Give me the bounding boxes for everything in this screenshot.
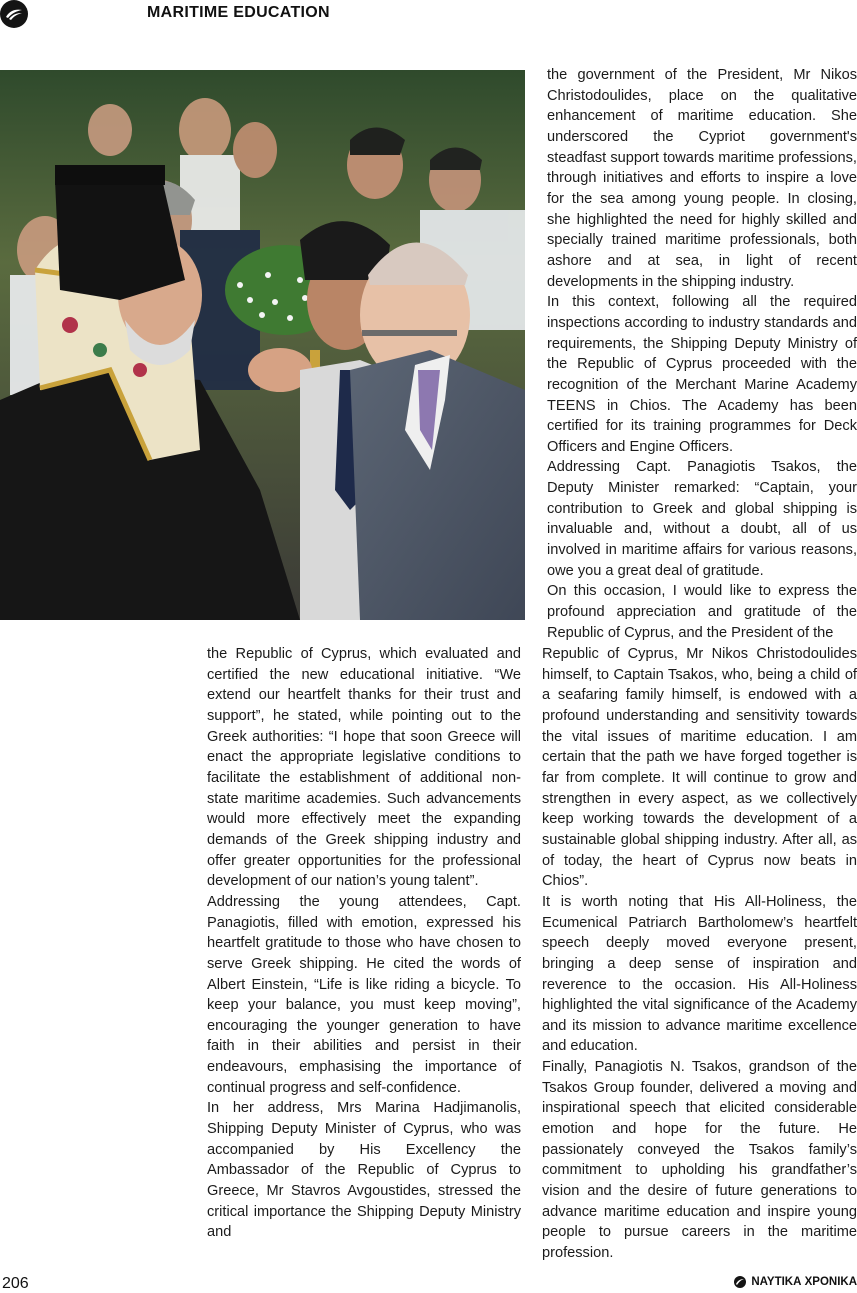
paragraph: It is worth noting that His All-Holiness, the Ecumenical Patriarch Bartholomew’s heartfelt speech deeply moved everyone present, bringing a deep sense of inspiration and reverence to the occasion. His All-Holiness highlighted the vital significance of the Academy and its mission to advance maritime excellence and education.	[542, 893, 857, 1055]
swoosh-logo-icon	[0, 0, 28, 28]
paragraph: Addressing the young attendees, Capt. Panagiotis, filled with emotion, expressed his heartfelt gratitude to those who have chosen to serve Greek shipping. He cited the words of Albert Einstein, “Life is like riding a bicycle. To keep your balance, you must keep moving”, encouraging the younger generation to have faith in their abilities and persist in their endeavours, emphasising the importance of continual progress and self-confidence.	[207, 893, 521, 1096]
paragraph: Addressing Capt. Panagiotis Tsakos, the Deputy Minister remarked: “Captain, your contribution to Greek and global shipping is invaluable and, without a doubt, all of us involved in maritime affairs for various reasons, owe you a great deal of gratitude.	[547, 459, 857, 579]
brand-name: ΝΑΥΤΙΚΑ ΧΡΟΝΙΚΑ	[751, 1276, 857, 1288]
paragraph: Republic of Cyprus, Mr Nikos Christodoulides himself, to Captain Tsakos, who, being a child of a seafaring family himself, is endowed with a profound understanding and sensitivity towards the vital issues of maritime education. I am certain that the path we have forged together is far from complete. It will continue to grow and strengthen in every aspect, as we collectively keep working towards the development of a sustainable global shipping industry. After all, as of today, the heart of Cyprus now beats in Chios”.	[542, 646, 857, 890]
page-number: 206	[2, 1275, 29, 1292]
ceremony-photo	[0, 70, 525, 620]
paragraph: In this context, following all the required inspections according to industry standards and requirements, the Shipping Deputy Ministry of the Republic of Cyprus proceeded with the recognition of the Merchant Marine Academy TEENS in Chios. The Academy has been certified for its training programmes for Deck Officers and Engine Officers.	[547, 294, 857, 455]
paragraph: the government of the President, Mr Nikos Christodoulides, place on the qualitative enhancement of maritime education. She underscored the Cypriot government's steadfast support towards maritime professions, through initiatives and efforts to inspire a love for the sea among young people. In closing, she highlighted the need for highly skilled and specially trained maritime professionals, both ashore and at sea, in light of recent developments in the shipping industry.	[547, 67, 857, 290]
brand-logo-icon	[734, 1276, 746, 1288]
paragraph: Finally, Panagiotis N. Tsakos, grandson of the Tsakos Group founder, delivered a moving and inspirational speech that elicited considerable emotion and hope for the future. He passionately conveyed the Tsakos family’s commitment to upholding his grandfather’s vision and the desire of future generations to advance maritime education and inspire young people to pursue careers in the maritime profession.	[542, 1059, 857, 1262]
article-column-right-bottom	[542, 644, 857, 1264]
paragraph: In her address, Mrs Marina Hadjimanolis, Shipping Deputy Minister of Cyprus, who was accompanied by His Excellency the Ambassador of the Republic of Cyprus to Greece, Mr Stavros Avgoustides, stressed the critical importance the Shipping Deputy Ministry and	[207, 1100, 521, 1241]
article-column-left	[207, 644, 521, 1243]
article-column-right-top	[547, 65, 857, 643]
section-title: MARITIME EDUCATION	[147, 4, 330, 21]
paragraph: the Republic of Cyprus, which evaluated and certified the new educational initiative. “We extend our heartfelt thanks for their trust and support”, he stated, while pointing out to the Greek authorities: “I hope that soon Greece will enact the appropriate legislative conditions to facilitate the establishment of additional non-state maritime academies. Such advancements would more effectively meet the expanding demands of the Greek shipping industry and offer greater opportunities for the professional development of our nation’s young talent”.	[207, 646, 521, 890]
paragraph: On this occasion, I would like to express the profound appreciation and gratitude of the Republic of Cyprus, and the President of the	[547, 583, 857, 641]
footer-brand	[734, 1276, 857, 1288]
